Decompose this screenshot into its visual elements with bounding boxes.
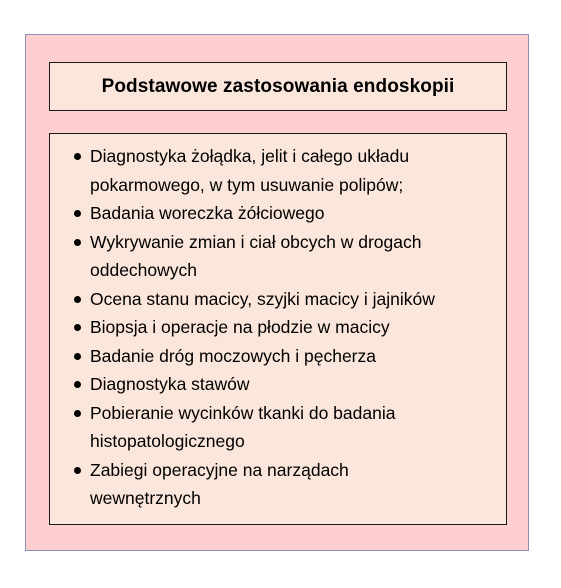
bullet-icon [74,296,81,303]
list-item-line: Biopsja i operacje na płodzie w macicy [90,317,390,337]
bullet-icon [74,239,81,246]
list-item-line: histopatologicznego [90,431,245,451]
list-item-line: Ocena stanu macicy, szyjki macicy i jajników [90,288,435,309]
bullet-icon [74,324,81,331]
list-item [50,285,506,314]
list-item [50,342,506,371]
list-item [50,228,506,285]
list-item-line: Diagnostyka żołądka, jelit i całego układu [90,146,410,166]
list-item [50,142,506,199]
bullet-icon [74,210,81,217]
page-title: Podstawowe zastosowania endoskopii [101,75,455,97]
bullet-icon [74,353,81,360]
list-item [50,370,506,399]
list-item-line: Badania woreczka żółciowego [90,203,325,223]
list-item-line: pokarmowego, w tym usuwanie polipów; [90,174,404,195]
list-item [50,313,506,342]
list-item [50,199,506,228]
list-item [50,456,506,513]
bullet-list [50,142,506,513]
title-box [49,62,507,111]
list-item-line: Pobieranie wycinków tkanki do badania [90,402,396,423]
list-item-line: oddechowych [90,260,198,280]
list-item-line: Diagnostyka stawów [90,374,250,394]
list-item-line: Wykrywanie zmian i ciał obcych w drogach [90,231,422,252]
list-item [50,399,506,456]
list-item-line: wewnętrznych [90,488,201,508]
list-item-line: Badanie dróg moczowych i pęcherza [90,345,376,366]
bullet-icon [74,410,81,417]
list-item-line: Zabiegi operacyjne na narządach [90,459,349,480]
bullet-icon [74,467,81,474]
list-box [49,133,507,525]
bullet-icon [74,381,81,388]
bullet-icon [74,153,81,160]
